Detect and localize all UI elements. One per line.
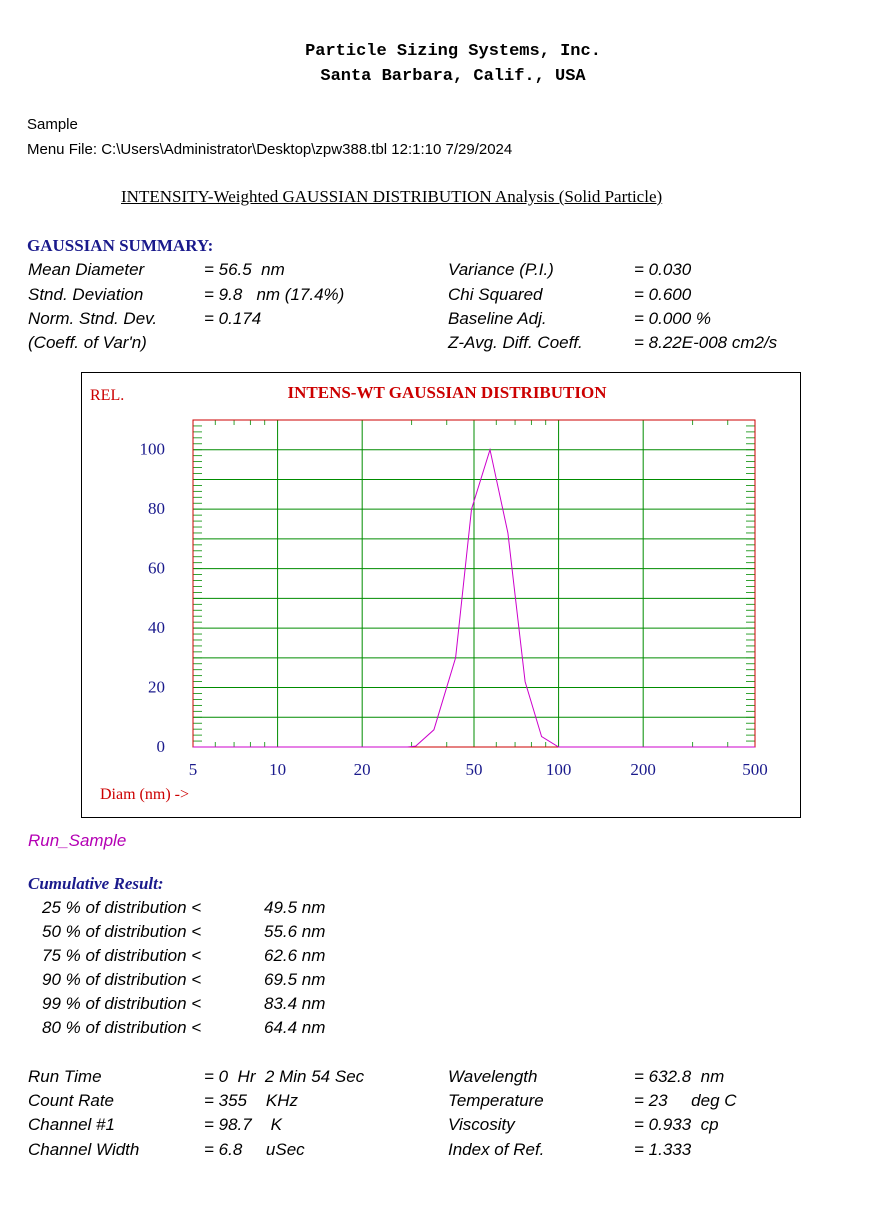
cumulative-row-value: 62.6 nm	[264, 946, 326, 965]
summary-value: = 0.000 %	[634, 309, 712, 328]
summary-label: (Coeff. of Var'n)	[28, 333, 147, 352]
x-tick-label: 100	[545, 760, 572, 779]
gaussian-summary-heading: GAUSSIAN SUMMARY:	[27, 236, 214, 255]
distribution-chart	[82, 373, 800, 817]
run-info-value: = 355 KHz	[204, 1091, 299, 1110]
x-tick-label: 20	[353, 760, 371, 779]
run-info-label: Wavelength	[448, 1067, 538, 1086]
run-info-label: Viscosity	[448, 1115, 515, 1134]
cumulative-row-label: 90 % of distribution <	[42, 970, 202, 989]
run-sample-label: Run_Sample	[28, 831, 127, 850]
analysis-title: INTENSITY-Weighted GAUSSIAN DISTRIBUTION Analysis (Solid Particle)	[121, 187, 663, 206]
sample-label: Sample	[27, 116, 78, 133]
menu-file-line: Menu File: C:\Users\Administrator\Desktop\zpw388.tbl 12:1:10 7/29/2024	[27, 141, 513, 158]
cumulative-row-label: 50 % of distribution <	[42, 922, 202, 941]
cumulative-row-value: 64.4 nm	[264, 1018, 326, 1037]
x-axis-label: Diam (nm) ->	[100, 786, 189, 803]
summary-label: Norm. Stnd. Dev.	[28, 309, 158, 328]
summary-label: Chi Squared	[448, 285, 543, 304]
summary-value: = 0.174	[204, 309, 262, 328]
summary-label: Stnd. Deviation	[28, 285, 144, 304]
y-axis-label: REL.	[90, 387, 125, 404]
cumulative-heading: Cumulative Result:	[28, 874, 164, 893]
cumulative-row-value: 69.5 nm	[264, 970, 326, 989]
run-info-value: = 1.333	[634, 1140, 692, 1159]
cumulative-row-value: 83.4 nm	[264, 994, 326, 1013]
run-info-label: Index of Ref.	[448, 1140, 545, 1159]
cumulative-row-value: 55.6 nm	[264, 922, 326, 941]
summary-label: Variance (P.I.)	[448, 260, 554, 279]
run-info-value: = 23 deg C	[634, 1091, 737, 1110]
run-info-label: Temperature	[448, 1091, 544, 1110]
summary-value: = 0.030	[634, 260, 692, 279]
cumulative-row-label: 75 % of distribution <	[42, 946, 202, 965]
run-info-value: = 632.8 nm	[634, 1067, 725, 1086]
x-tick-label: 10	[269, 760, 287, 779]
run-info-value: = 98.7 K	[204, 1115, 282, 1134]
y-tick-label: 100	[139, 439, 165, 459]
run-info-label: Channel #1	[28, 1115, 115, 1134]
grid	[193, 420, 755, 747]
company-name: Particle Sizing Systems, Inc.	[305, 42, 601, 61]
cumulative-row-label: 99 % of distribution <	[42, 994, 202, 1013]
summary-value: = 0.600	[634, 285, 692, 304]
y-tick-label: 80	[148, 499, 165, 519]
y-tick-labels	[140, 440, 166, 756]
y-tick-label: 0	[156, 737, 165, 756]
summary-label: Baseline Adj.	[448, 309, 547, 328]
x-tick-labels	[189, 760, 768, 779]
run-info-value: = 6.8 uSec	[204, 1140, 305, 1159]
chart-panel	[81, 372, 801, 818]
run-info-label: Channel Width	[28, 1140, 140, 1159]
company-location: Santa Barbara, Calif., USA	[320, 67, 586, 86]
y-tick-label: 40	[148, 618, 165, 638]
x-tick-label: 200	[630, 760, 656, 779]
y-tick-label: 20	[148, 677, 165, 697]
x-tick-label: 500	[742, 760, 768, 779]
summary-value: = 56.5 nm	[204, 260, 285, 279]
x-tick-label: 50	[465, 760, 483, 779]
chart-title: INTENS-WT GAUSSIAN DISTRIBUTION	[287, 383, 607, 402]
summary-value: = 9.8 nm (17.4%)	[204, 285, 345, 304]
cumulative-row-label: 80 % of distribution <	[42, 1018, 202, 1037]
cumulative-row-label: 25 % of distribution <	[42, 898, 202, 917]
run-info-value: = 0 Hr 2 Min 54 Sec	[204, 1067, 365, 1086]
cumulative-row-value: 49.5 nm	[264, 898, 326, 917]
summary-label: Z-Avg. Diff. Coeff.	[448, 333, 583, 352]
run-info-label: Run Time	[28, 1067, 102, 1086]
y-tick-label: 60	[148, 558, 165, 578]
run-info-value: = 0.933 cp	[634, 1115, 719, 1134]
summary-label: Mean Diameter	[28, 260, 145, 279]
run-info-label: Count Rate	[28, 1091, 114, 1110]
summary-value: = 8.22E-008 cm2/s	[634, 333, 778, 352]
x-tick-label: 5	[188, 760, 198, 779]
